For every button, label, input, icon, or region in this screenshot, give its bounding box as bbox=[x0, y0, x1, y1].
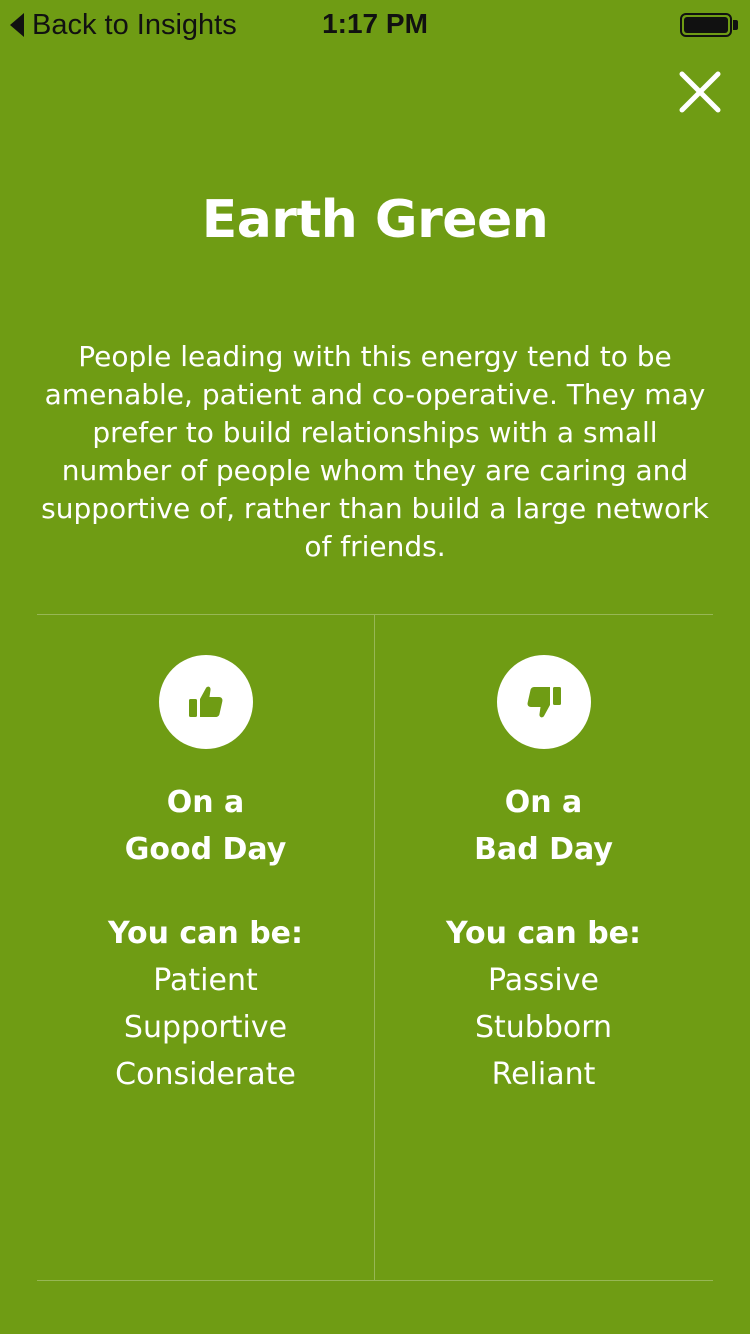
thumbs-up-icon bbox=[186, 682, 226, 722]
bad-day-trait: Reliant bbox=[491, 1057, 596, 1092]
close-button[interactable] bbox=[678, 70, 722, 114]
bad-day-column bbox=[375, 655, 712, 1098]
close-icon bbox=[678, 70, 722, 114]
good-day-can-be-label: You can be: bbox=[107, 916, 304, 951]
top-divider bbox=[37, 614, 713, 615]
bad-day-heading bbox=[375, 779, 712, 873]
bad-day-trait: Passive bbox=[488, 963, 599, 998]
good-day-trait: Supportive bbox=[123, 1010, 288, 1045]
bad-day-heading-line2: Bad Day bbox=[474, 832, 613, 867]
bad-day-can-be-label: You can be: bbox=[445, 916, 642, 951]
bad-day-trait: Stubborn bbox=[474, 1010, 613, 1045]
battery-icon bbox=[680, 13, 738, 37]
good-day-heading bbox=[37, 779, 374, 873]
status-bar bbox=[0, 0, 750, 50]
good-day-trait: Considerate bbox=[115, 1057, 296, 1092]
thumbs-down-icon bbox=[524, 682, 564, 722]
good-day-heading-line1: On a bbox=[166, 785, 245, 820]
back-label: Back to Insights bbox=[32, 8, 237, 41]
bad-day-heading-line1: On a bbox=[504, 785, 583, 820]
bad-day-badge bbox=[497, 655, 591, 749]
good-day-badge bbox=[159, 655, 253, 749]
status-time: 1:17 PM bbox=[322, 8, 428, 39]
page-title: Earth Green bbox=[201, 190, 549, 250]
bottom-divider bbox=[37, 1280, 713, 1281]
energy-description: People leading with this energy tend to be amenable, patient and co-operative. They may prefer to build relationships with a small number of people whom they are caring and supportive of, rather than build a large network of friends. bbox=[41, 340, 709, 563]
good-day-column bbox=[37, 655, 374, 1098]
good-day-trait: Patient bbox=[153, 963, 258, 998]
good-day-heading-line2: Good Day bbox=[124, 832, 287, 867]
